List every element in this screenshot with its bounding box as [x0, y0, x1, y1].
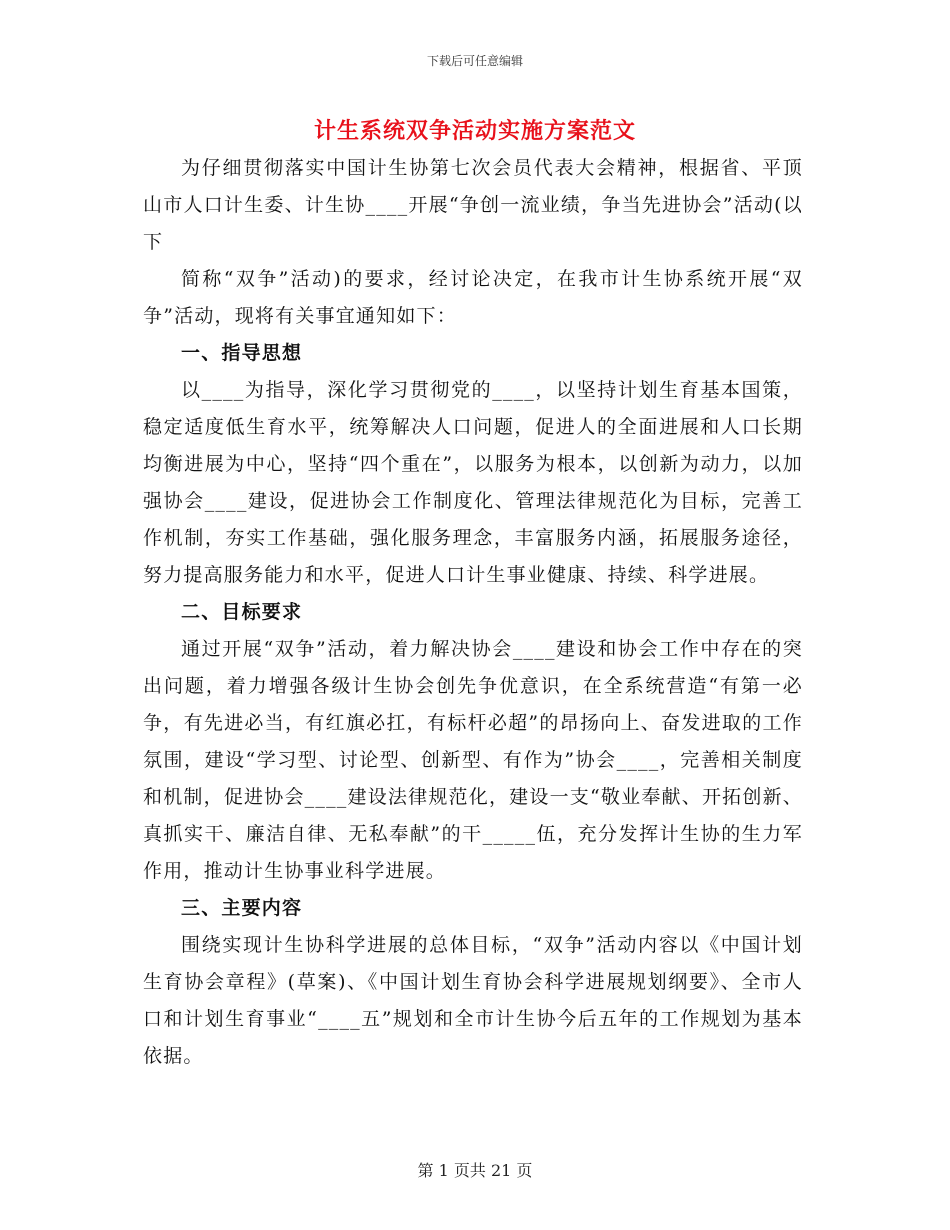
paragraph-main-content: 围绕实现计生协科学进展的总体目标，“双争”活动内容以《中国计划生育协会章程》(草案)、《中国计划生育协会科学进展规划纲要》、全市人口和计划生育事业“____五”规划和全市计生协今后五年的工作规划为基本依据。 [143, 934, 803, 1067]
paragraph-goals: 通过开展“双争”活动，着力解决协会____建设和协会工作中存在的突出问题，着力增强各级计生协会创先争优意识，在全系统营造“有第一必争，有先进必当，有红旗必扛，有标杆必超”的昂扬向上、奋发进取的工作氛围，建设“学习型、讨论型、创新型、有作为”协会____，完善相关制度和机制，促进协会____建设法律规范化，建设一支“敬业奉献、开拓创新、真抓实干、廉洁自律、无私奉献”的干_____伍，充分发挥计生协的生力军作用，推动计生协事业科学进展。 [143, 638, 803, 882]
paragraph-guiding-ideology: 以____为指导，深化学习贯彻党的____，以坚持计划生育基本国策，稳定适度低生育水平，统筹解决人口问题，促进人的全面进展和人口长期均衡进展为中心，坚持“四个重在”，以服务为根本，以创新为动力，以加强协会____建设，促进协会工作制度化、管理法律规范化为目标，完善工作机制，夯实工作基础，强化服务理念，丰富服务内涵，拓展服务途径，努力提高服务能力和水平，促进人口计生事业健康、持续、科学进展。 [143, 379, 803, 586]
document-title: 计生系统双争活动实施方案范文 [313, 119, 636, 144]
paragraph-intro-1: 为仔细贯彻落实中国计生协第七次会员代表大会精神，根据省、平顶山市人口计生委、计生协____开展“争创一流业绩，争当先进协会”活动(以下 [143, 157, 803, 253]
page-header-note: 下载后可任意编辑 [426, 54, 523, 68]
section-heading-guiding-ideology: 一、指导思想 [181, 342, 303, 364]
page-footer-number: 第 1 页共 21 页 [417, 1161, 533, 1180]
paragraph-intro-2: 简称“双争”活动)的要求，经讨论决定，在我市计生协系统开展“双争”活动，现将有关事宜通知如下： [143, 268, 803, 327]
document-body [143, 150, 803, 1075]
section-heading-goals: 二、目标要求 [181, 601, 303, 623]
section-heading-main-content: 三、主要内容 [181, 897, 303, 919]
